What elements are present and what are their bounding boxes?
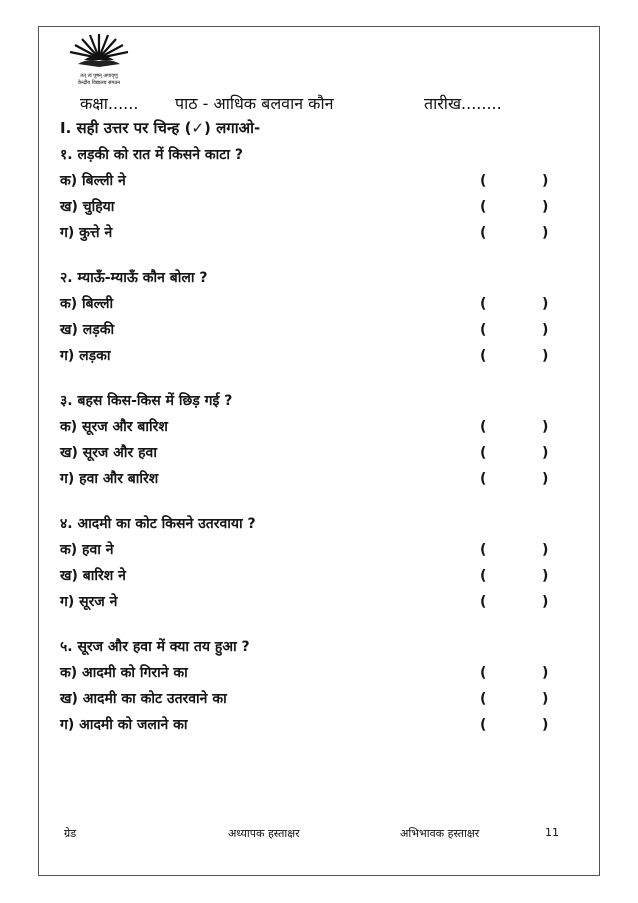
bracket-open: ( <box>480 445 487 461</box>
question-block <box>60 266 580 369</box>
option-label: क) सूरज और बारिश <box>60 419 168 435</box>
parent-signature-label: अभिभावक हस्ताक्षर <box>400 827 480 840</box>
page-number: 11 <box>545 826 559 839</box>
bracket-open: ( <box>480 173 487 189</box>
option-label: ख) बारिश ने <box>60 568 126 584</box>
option-row <box>60 194 580 220</box>
option-row <box>60 686 580 712</box>
option-row <box>60 291 580 317</box>
option-label: क) हवा ने <box>60 542 114 558</box>
option-row <box>60 343 580 369</box>
bracket-close: ) <box>542 225 549 241</box>
instruction: I. सही उत्तर पर चिन्ह (✓) लगाओ- <box>60 119 261 137</box>
option-row <box>60 537 580 563</box>
question-text: ३. बहस किस-किस में छिड़ गई ? <box>60 393 233 409</box>
bracket-open: ( <box>480 348 487 364</box>
bracket-open: ( <box>480 717 487 733</box>
option-row <box>60 440 580 466</box>
option-label: ग) लड़का <box>60 348 111 364</box>
bracket-close: ) <box>542 199 549 215</box>
bracket-close: ) <box>542 419 549 435</box>
bracket-close: ) <box>542 594 549 610</box>
option-row <box>60 563 580 589</box>
bracket-close: ) <box>542 348 549 364</box>
question-text: ४. आदमी का कोट किसने उतरवाया ? <box>60 516 256 532</box>
bracket-close: ) <box>542 717 549 733</box>
bracket-close: ) <box>542 568 549 584</box>
option-row <box>60 317 580 343</box>
bracket-close: ) <box>542 691 549 707</box>
bracket-open: ( <box>480 471 487 487</box>
bracket-open: ( <box>480 542 487 558</box>
option-row <box>60 466 580 492</box>
option-label: ग) आदमी को जलाने का <box>60 717 188 733</box>
bracket-open: ( <box>480 665 487 681</box>
worksheet-body <box>60 118 580 758</box>
option-label: ख) सूरज और हवा <box>60 445 157 461</box>
option-label: क) आदमी को गिराने का <box>60 665 188 681</box>
lesson-title: पाठ - आधिक बलवान कौन <box>175 94 334 113</box>
question-text: २. म्याऊँ-म्याऊँ कौन बोला ? <box>60 270 208 286</box>
question-block <box>60 635 580 738</box>
bracket-open: ( <box>480 296 487 312</box>
bracket-open: ( <box>480 199 487 215</box>
option-row <box>60 414 580 440</box>
kvs-logo-icon <box>64 30 134 88</box>
bracket-open: ( <box>480 419 487 435</box>
option-label: ग) हवा और बारिश <box>60 471 159 487</box>
option-row <box>60 589 580 615</box>
bracket-open: ( <box>480 691 487 707</box>
question-block <box>60 389 580 492</box>
option-label: ग) सूरज ने <box>60 594 118 610</box>
question-text: १. लड़की को रात में किसने काटा ? <box>60 147 243 163</box>
option-label: ख) चुहिया <box>60 199 115 215</box>
question-block <box>60 512 580 615</box>
option-label: ख) आदमी का कोट उतरवाने का <box>60 691 227 707</box>
class-label: कक्षा...... <box>80 94 139 113</box>
bracket-close: ) <box>542 296 549 312</box>
bracket-open: ( <box>480 594 487 610</box>
bracket-open: ( <box>480 225 487 241</box>
bracket-open: ( <box>480 568 487 584</box>
option-label: क) बिल्ली ने <box>60 173 126 189</box>
option-row <box>60 712 580 738</box>
logo-caption-2: केन्द्रीय विद्यालय संगठन <box>77 80 121 86</box>
option-row <box>60 220 580 246</box>
bracket-close: ) <box>542 471 549 487</box>
logo-caption-1: तत् त्वं पूषन् अपावृणु <box>80 73 118 79</box>
bracket-close: ) <box>542 665 549 681</box>
question-block <box>60 143 580 246</box>
teacher-signature-label: अध्यापक हस्ताक्षर <box>228 827 300 840</box>
bracket-close: ) <box>542 322 549 338</box>
option-label: ग) कुत्ते ने <box>60 225 113 241</box>
option-row <box>60 660 580 686</box>
bracket-close: ) <box>542 173 549 189</box>
grade-label: ग्रेड <box>64 827 77 840</box>
bracket-close: ) <box>542 445 549 461</box>
option-label: ख) लड़की <box>60 322 115 338</box>
option-row <box>60 168 580 194</box>
question-text: ५. सूरज और हवा में क्या तय हुआ ? <box>60 639 250 655</box>
date-label: तारीख........ <box>424 94 502 113</box>
option-label: क) बिल्ली <box>60 296 114 312</box>
bracket-close: ) <box>542 542 549 558</box>
bracket-open: ( <box>480 322 487 338</box>
